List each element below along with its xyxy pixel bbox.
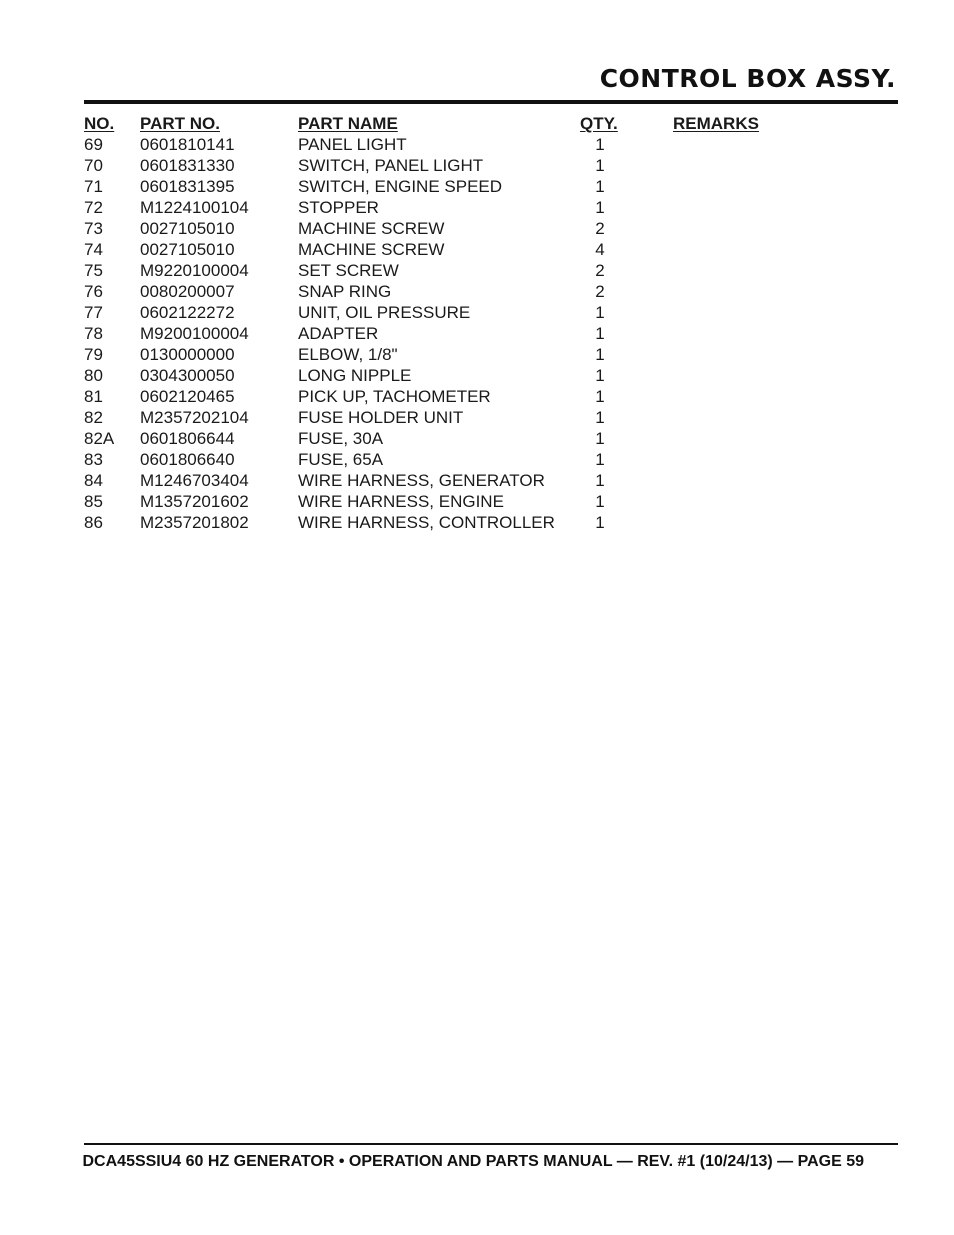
part-name: SET SCREW	[298, 261, 399, 280]
part-name: UNIT, OIL PRESSURE	[298, 303, 471, 322]
quantity: 1	[595, 471, 605, 490]
part-name: FUSE, 30A	[298, 429, 384, 448]
part-no: M1246703404	[140, 471, 249, 490]
part-number-index: 76	[84, 282, 103, 301]
footer-text: DCA45SSIU4 60 HZ GENERATOR • OPERATION AND PARTS MANUAL — REV. #1 (10/24/13) — PAGE 59	[82, 1153, 864, 1170]
part-no: 0601806640	[140, 450, 235, 469]
part-no: 0602120465	[140, 387, 235, 406]
part-no: M2357201802	[140, 513, 249, 532]
part-number-index: 82	[84, 408, 103, 427]
table-row	[84, 344, 898, 365]
quantity: 1	[595, 156, 605, 175]
table-row	[84, 260, 898, 281]
part-number-index: 80	[84, 366, 103, 385]
part-no: M2357202104	[140, 408, 249, 427]
part-name: ADAPTER	[298, 324, 379, 343]
part-name: LONG NIPPLE	[298, 366, 412, 385]
quantity: 2	[595, 219, 605, 238]
part-name: WIRE HARNESS, GENERATOR	[298, 471, 545, 490]
quantity: 1	[595, 324, 605, 343]
parts-table	[84, 113, 898, 533]
part-no: 0601831395	[140, 177, 235, 196]
part-name: SWITCH, PANEL LIGHT	[298, 156, 484, 175]
table-row	[84, 239, 898, 260]
quantity: 1	[595, 366, 605, 385]
table-row	[84, 155, 898, 176]
table-header-row	[84, 113, 898, 134]
part-name: FUSE HOLDER UNIT	[298, 408, 464, 427]
quantity: 1	[595, 513, 605, 532]
table-row	[84, 302, 898, 323]
part-number-index: 69	[84, 135, 103, 154]
column-header-qty: QTY.	[580, 114, 618, 133]
part-number-index: 78	[84, 324, 103, 343]
part-number-index: 70	[84, 156, 103, 175]
quantity: 1	[595, 408, 605, 427]
table-row	[84, 407, 898, 428]
table-row	[84, 512, 898, 533]
part-no: 0602122272	[140, 303, 235, 322]
table-body	[84, 134, 898, 533]
table-row	[84, 176, 898, 197]
part-name: SWITCH, ENGINE SPEED	[298, 177, 503, 196]
part-number-index: 77	[84, 303, 103, 322]
part-name: ELBOW, 1/8"	[298, 345, 398, 364]
table-row	[84, 218, 898, 239]
part-name: WIRE HARNESS, ENGINE	[298, 492, 504, 511]
part-name: PANEL LIGHT	[298, 135, 407, 154]
part-number-index: 86	[84, 513, 103, 532]
part-name: SNAP RING	[298, 282, 392, 301]
quantity: 1	[595, 387, 605, 406]
part-no: M9200100004	[140, 324, 249, 343]
part-number-index: 71	[84, 177, 103, 196]
table-row	[84, 470, 898, 491]
table-row	[84, 428, 898, 449]
quantity: 1	[595, 345, 605, 364]
part-number-index: 79	[84, 345, 103, 364]
part-no: M1357201602	[140, 492, 249, 511]
table-row	[84, 449, 898, 470]
table-row	[84, 281, 898, 302]
column-header-no: NO.	[84, 114, 115, 133]
quantity: 2	[595, 282, 605, 301]
part-number-index: 73	[84, 219, 103, 238]
table-row	[84, 197, 898, 218]
part-no: 0027105010	[140, 240, 235, 259]
part-name: PICK UP, TACHOMETER	[298, 387, 491, 406]
quantity: 1	[595, 177, 605, 196]
quantity: 1	[595, 492, 605, 511]
column-header-part-no: PART NO.	[140, 114, 220, 133]
part-number-index: 74	[84, 240, 103, 259]
part-name: MACHINE SCREW	[298, 240, 445, 259]
quantity: 1	[595, 135, 605, 154]
part-no: M1224100104	[140, 198, 249, 217]
part-no: M9220100004	[140, 261, 249, 280]
part-number-index: 83	[84, 450, 103, 469]
page-title: CONTROL BOX ASSY.	[599, 64, 896, 93]
part-no: 0601831330	[140, 156, 235, 175]
footer-divider	[84, 1143, 898, 1145]
table-row	[84, 323, 898, 344]
part-number-index: 84	[84, 471, 103, 490]
part-no: 0130000000	[140, 345, 235, 364]
part-number-index: 85	[84, 492, 103, 511]
part-number-index: 75	[84, 261, 103, 280]
quantity: 1	[595, 429, 605, 448]
table-row	[84, 386, 898, 407]
quantity: 1	[595, 303, 605, 322]
quantity: 1	[595, 450, 605, 469]
part-no: 0304300050	[140, 366, 235, 385]
part-name: STOPPER	[298, 198, 379, 217]
part-name: MACHINE SCREW	[298, 219, 445, 238]
part-name: FUSE, 65A	[298, 450, 384, 469]
title-divider	[84, 100, 898, 104]
part-number-index: 82A	[84, 429, 115, 448]
part-number-index: 72	[84, 198, 103, 217]
column-header-part-name: PART NAME	[298, 114, 398, 133]
quantity: 4	[595, 240, 605, 259]
part-number-index: 81	[84, 387, 103, 406]
table-row	[84, 134, 898, 155]
part-no: 0601806644	[140, 429, 235, 448]
part-no: 0601810141	[140, 135, 235, 154]
part-no: 0080200007	[140, 282, 235, 301]
quantity: 2	[595, 261, 605, 280]
part-no: 0027105010	[140, 219, 235, 238]
part-name: WIRE HARNESS, CONTROLLER	[298, 513, 555, 532]
table-row	[84, 365, 898, 386]
table-row	[84, 491, 898, 512]
quantity: 1	[595, 198, 605, 217]
column-header-remarks: REMARKS	[673, 114, 759, 133]
